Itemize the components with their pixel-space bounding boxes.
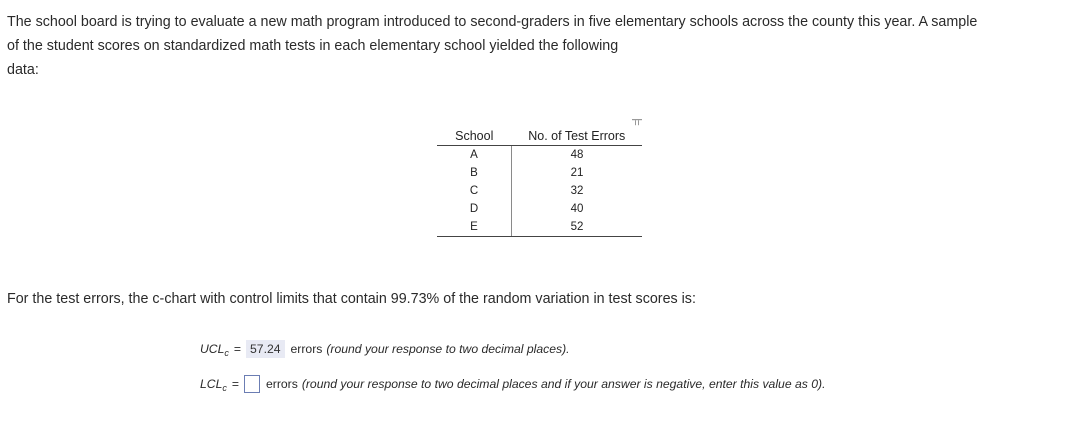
ucl-answer-field[interactable]: 57.24 [246,340,285,358]
school-cell: D [437,200,512,218]
copy-table-icon[interactable] [631,118,643,126]
errors-cell: 32 [570,185,584,197]
table-row [437,218,642,237]
lcl-hint: (round your response to two decimal places and if your answer is negative, enter this value as 0). [301,377,826,391]
data-table-container [437,120,642,237]
table-row [437,164,642,182]
ucl-unit: errors [290,342,323,356]
table-row [437,182,642,200]
ucl-answer-row [200,340,570,358]
ucl-subscript: c [224,348,229,358]
table-row [437,200,642,218]
question-text: For the test errors, the c-chart with control limits that contain 99.73% of the random variation in test scores is: [7,291,696,307]
errors-cell: 40 [570,203,584,215]
school-column-header: School [437,120,512,146]
problem-line-1: The school board is trying to evaluate a new math program introduced to second-graders in five elementary schools across the county this year. A sample [7,14,978,30]
table-row [437,146,642,165]
lcl-answer-row [200,375,825,393]
school-cell: E [437,218,512,237]
school-cell: A [437,146,512,165]
errors-cell: 52 [512,218,643,237]
problem-statement [7,10,1082,82]
errors-cell: 21 [570,167,584,179]
lcl-label-text: LCL [200,377,223,391]
problem-line-3: data: [7,62,39,78]
problem-line-2: of the student scores on standardized math tests in each elementary school yielded the following [7,38,619,54]
errors-column-header: No. of Test Errors [512,120,643,146]
lcl-answer-input[interactable] [244,375,260,393]
ucl-equals: = [233,342,242,356]
test-errors-table [437,120,642,237]
errors-cell: 48 [570,149,584,161]
lcl-label [200,377,227,391]
ucl-label-text: UCL [200,342,225,356]
table-header-row [437,120,642,146]
ucl-hint: (round your response to two decimal places). [326,342,570,356]
school-cell: C [437,182,512,200]
lcl-subscript: c [222,383,227,393]
lcl-unit: errors [265,377,298,391]
lcl-equals: = [231,377,239,391]
school-cell: B [437,164,512,182]
ucl-label [200,342,229,356]
